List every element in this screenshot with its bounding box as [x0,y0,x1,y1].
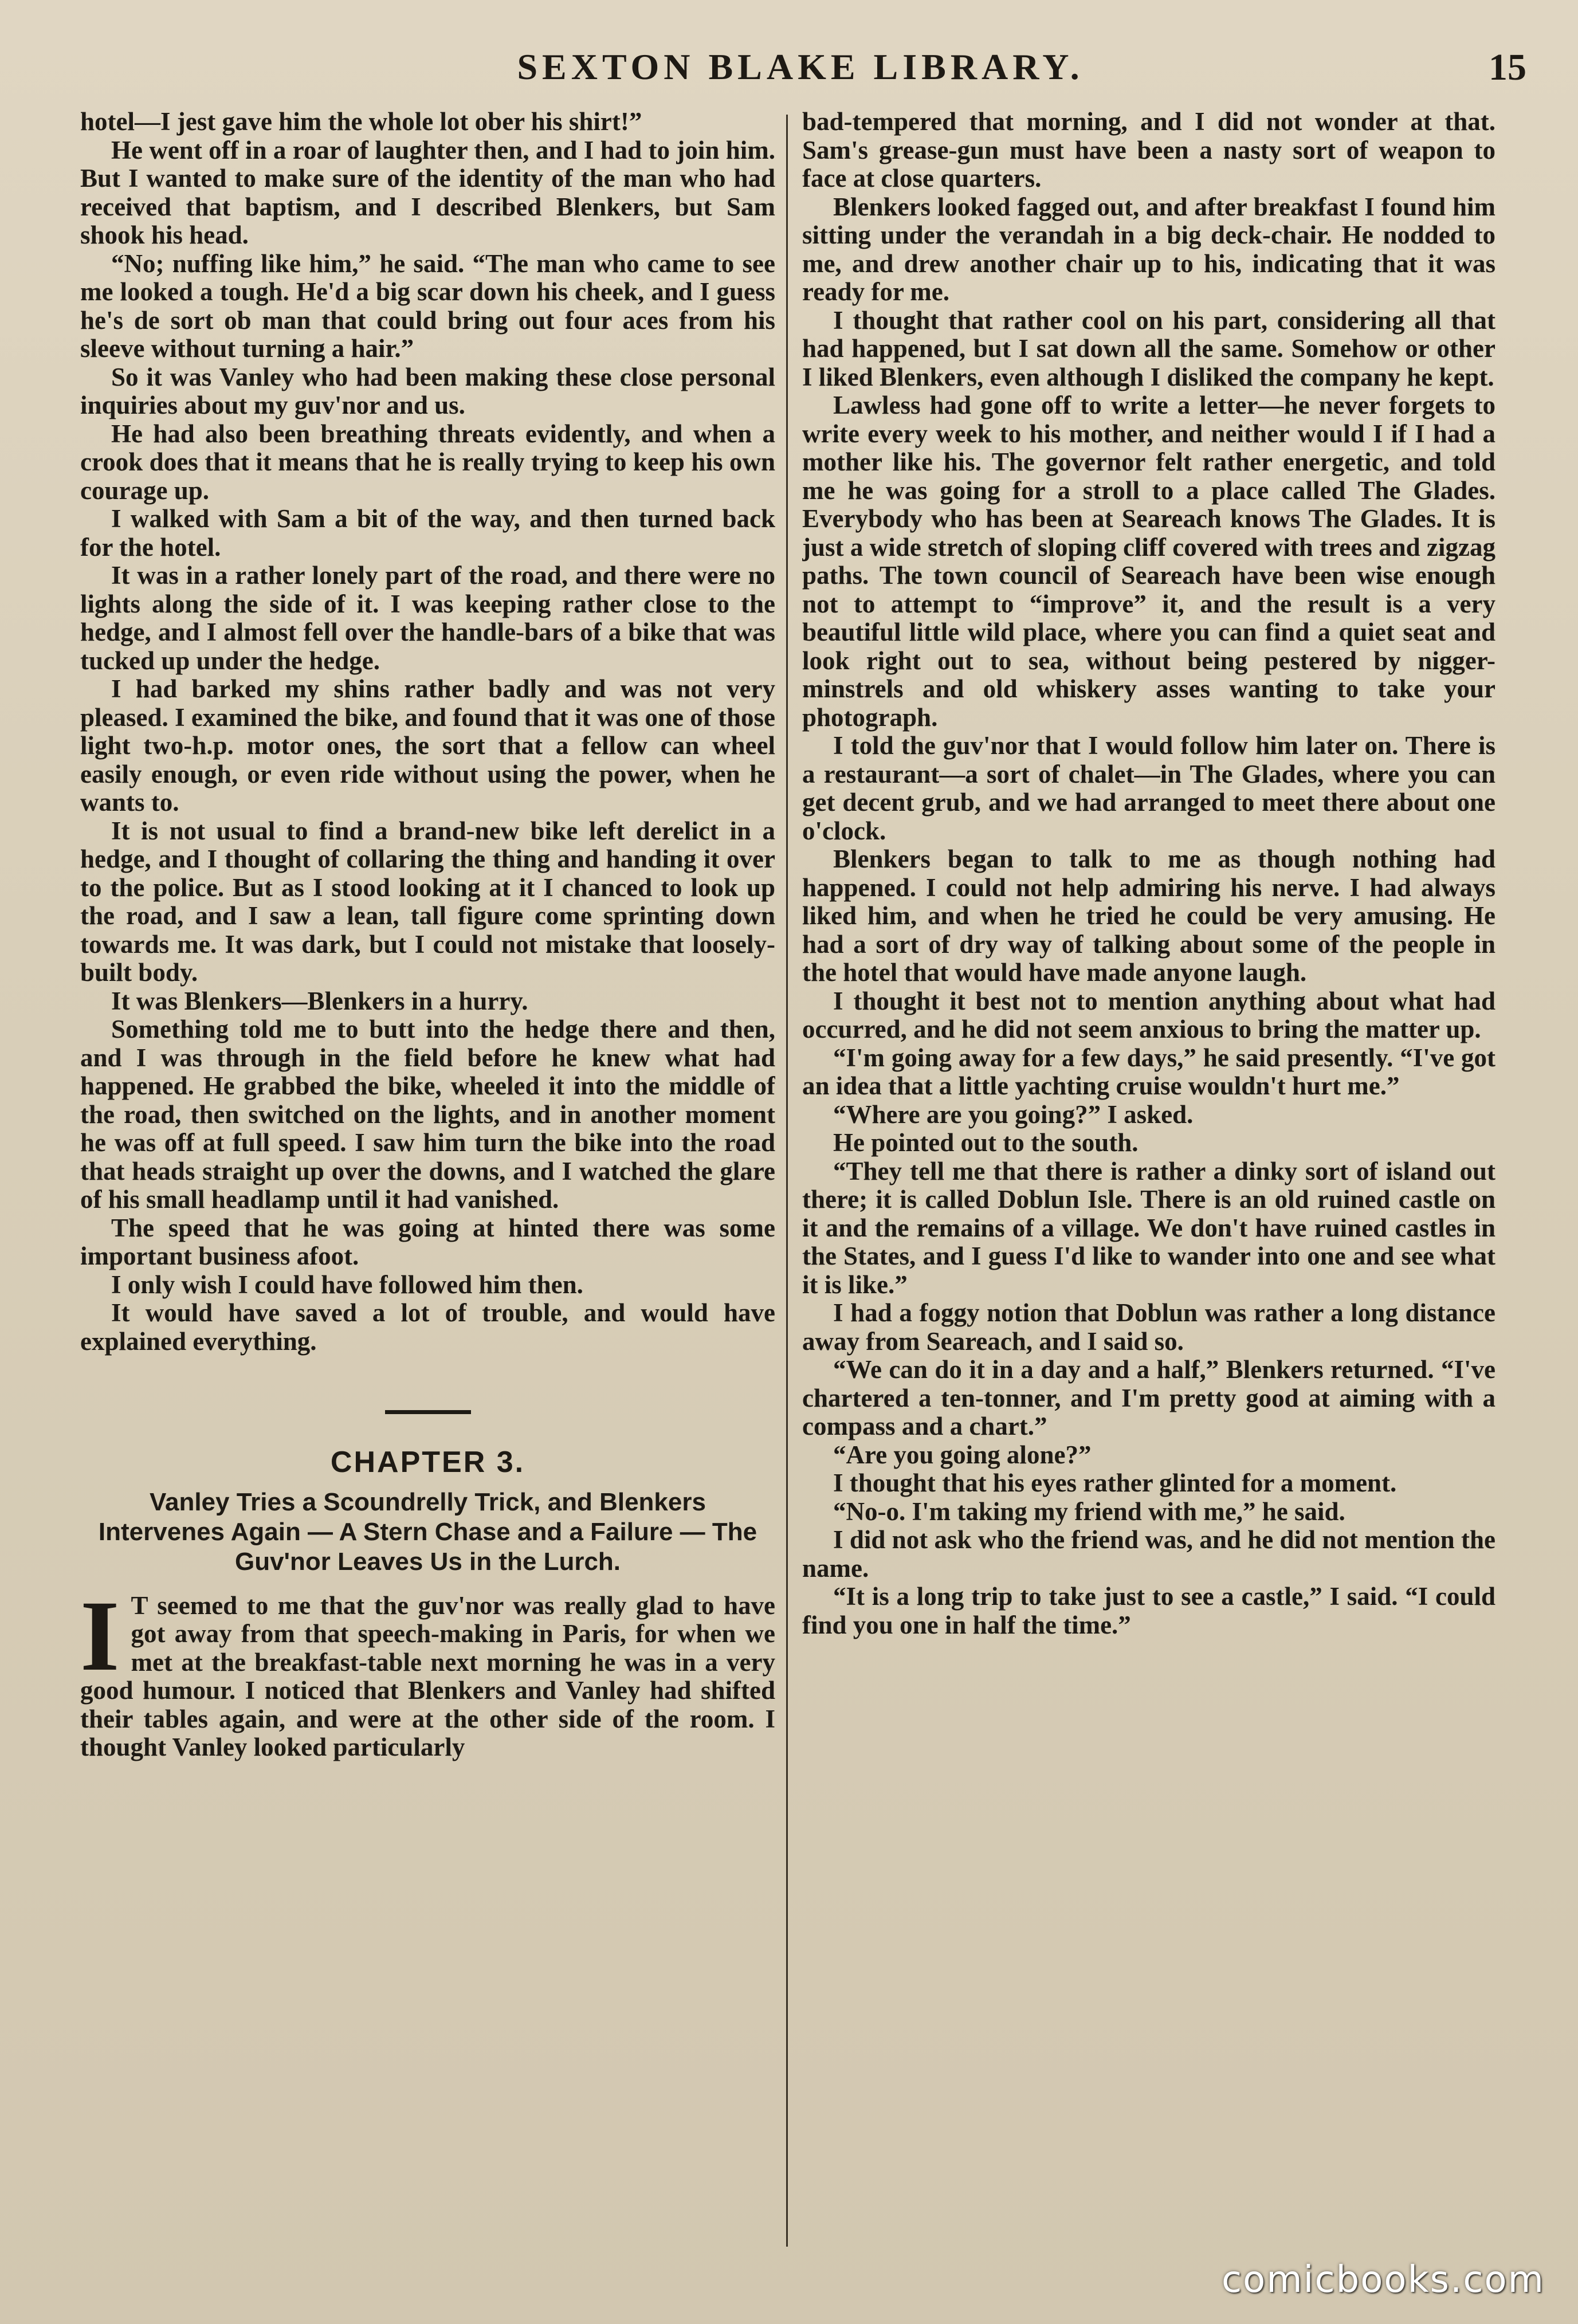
paragraph: I did not ask who the friend was, and he did not mention the name. [802,1525,1495,1583]
paragraph: He went off in a roar of laughter then, and I had to join him. But I wanted to make sure of the identity of the man who had received that baptism, and I described Blenkers, but Sam shook his head. [80,135,775,249]
paragraph: He had also been breathing threats evidently, and when a crook does that it means that he is really trying to keep his own courage up. [80,419,775,505]
paragraph: I thought it best not to mention anything about what had occurred, and he did not seem anxious to bring the matter up. [802,986,1495,1043]
page-header [74,46,1526,97]
paragraph: It is not usual to find a brand-new bike left derelict in a hedge, and I thought of collaring the thing and handing it over to the police. But as I stood looking at it I chanced to look up the road, and I saw a lean, tall figure come sprinting down towards me. It was dark, but I could not mistake that loosely-built body. [80,816,775,987]
right-column [802,108,1495,2250]
paragraph: I thought that his eyes rather glinted for a moment. [833,1469,1397,1497]
paragraph: “Are you going alone?” [833,1440,1092,1469]
watermark: comicbooks.com [1221,2259,1545,2301]
paragraph: I only wish I could have followed him then. [111,1270,583,1299]
paragraph: I walked with Sam a bit of the way, and then turned back for the hotel. [80,504,775,562]
paragraph: “I'm going away for a few days,” he said presently. “I've got an idea that a little yachting cruise wouldn't hurt me.” [802,1043,1495,1100]
chapter-opening-paragraph [80,1580,775,1762]
paragraph: “They tell me that there is rather a dinky sort of island out there; it is called Doblun Isle. There is an old ruined castle on it and the remains of a village. We don't have ruined castles in the States, and I guess I'd like to wander into one and see what it is like.” [802,1156,1495,1299]
paragraph: Lawless had gone off to write a letter—he never forgets to write every week to his mother, and neither would I if I had a mother like his. The governor felt rather energetic, and told me he was going for a stroll to a place called The Glades. Everybody who has been at Seareach knows The Glades. It is just a wide stretch of sloping cliff covered with trees and zigzag paths. The town council of Seareach have been wise enough not to attempt to “improve” it, and the result is a very beautiful little wild place, where you can find a quiet seat and look right out to sea, without being pestered by nigger-minstrels and old whiskery asses wanting to take your photograph. [802,391,1495,732]
paragraph: So it was Vanley who had been making these close personal inquiries about my guv'nor and us. [80,362,775,419]
paragraph: “No; nuffing like him,” he said. “The man who came to see me looked a tough. He'd a big scar down his cheek, and I guess he's de sort ob man that could bring out four aces from his sleeve without turning a hair.” [80,249,775,363]
paragraph: I had barked my shins rather badly and was not very pleased. I examined the bike, and found that it was one of those light two-h.p. motor ones, the sort that a fellow can wheel easily enough, or even ride without using the power, when he wants to. [80,674,775,816]
paragraph: “We can do it in a day and a half,” Blenkers returned. “I've chartered a ten-tonner, and I'm pretty good at aiming with a compass and a chart.” [802,1355,1495,1440]
left-column [80,108,775,2250]
paragraph: The speed that he was going at hinted there was some important business afoot. [80,1213,775,1270]
drop-cap: I [80,1580,120,1692]
paragraph: It was Blenkers—Blenkers in a hurry. [111,986,528,1015]
paragraph: “Where are you going?” I asked. [833,1100,1194,1129]
paragraph: I told the guv'nor that I would follow him later on. There is a restaurant—a sort of chalet—in The Glades, where you can get decent grub, and we had arranged to meet there about one o'clock. [802,731,1495,845]
paragraph: Something told me to butt into the hedge there and then, and I was through in the field before he knew what had happened. He grabbed the bike, wheeled it into the middle of the road, then switched on the lights, and in another moment he was off at full speed. I saw him turn the bike into the road that heads straight up over the downs, and I watched the glare of his small headlamp until it had vanished. [80,1015,775,1214]
paragraph: He pointed out to the south. [833,1128,1139,1157]
paragraph: I thought that rather cool on his part, considering all that had happened, but I sat down all the same. Somehow or other I liked Blenkers, even although I disliked the company he kept. [802,305,1495,391]
paragraph: “No-o. I'm taking my friend with me,” he said. [833,1497,1345,1526]
paragraph: Blenkers began to talk to me as though nothing had happened. I could not help admiring his nerve. I had always liked him, and when he tried he could be very amusing. He had a sort of dry way of talking about some of the people in the hotel that would have made anyone laugh. [802,845,1495,987]
paragraph: I had a foggy notion that Doblun was rather a long distance away from Seareach, and I said so. [802,1298,1495,1356]
paragraph: bad-tempered that morning, and I did not wonder at that. Sam's grease-gun must have been a nasty sort of weapon to face at close quarters. [802,108,1495,193]
chapter-subtitle: Vanley Tries a Scoundrelly Trick, and Blenkers Intervenes Again — A Stern Chase and a Failure — The Guv'nor Leaves Us in the Lurch. [98,1487,757,1576]
running-title: SEXTON BLAKE LIBRARY. [517,46,1084,87]
chapter-heading: CHAPTER 3. [330,1446,525,1479]
paragraph: It was in a rather lonely part of the road, and there were no lights along the side of it. I was keeping rather close to the hedge, and I almost fell over the handle-bars of a bike that was tucked up under the hedge. [80,561,775,675]
paragraph: Blenkers looked fagged out, and after breakfast I found him sitting under the verandah in a big deck-chair. He nodded to me, and drew another chair up to his, indicating that it was ready for me. [802,192,1495,306]
column-rule [786,115,788,2247]
section-divider [385,1410,471,1414]
page-number: 15 [1489,46,1526,88]
paragraph: It would have saved a lot of trouble, and would have explained everything. [80,1298,775,1356]
paragraph: hotel—I jest gave him the whole lot ober his shirt!” [80,108,642,136]
chapter-opening-text: T seemed to me that the guv'nor was really glad to have got away from that speech-making in Paris, for when we met at the breakfast-table next morning he was in a very good humour. I noticed that Blenkers and Vanley had shifted their tables again, and were at the other side of the room. I thought Vanley looked particularly [80,1591,775,1761]
paragraph: “It is a long trip to take just to see a castle,” I said. “I could find you one in half the time.” [802,1582,1495,1639]
